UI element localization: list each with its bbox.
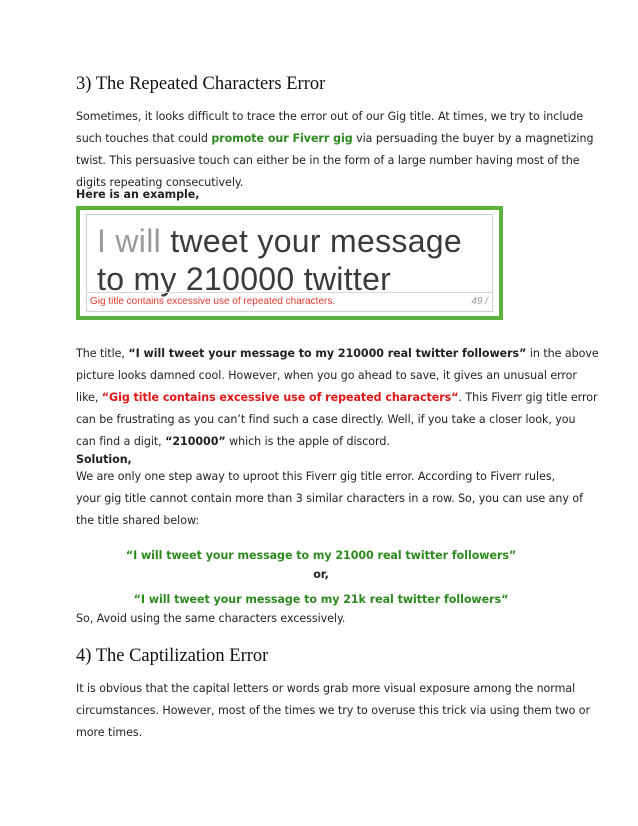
text-line — [76, 387, 598, 409]
section-3-solution — [76, 466, 583, 532]
text-run: such touches that could — [76, 132, 212, 145]
example-char-count: 49 / — [471, 296, 488, 307]
title-option-2: “I will tweet your message to my 21k real twitter followers“ — [133, 593, 509, 606]
closing-text: So, Avoid using the same characters excessively. — [76, 612, 346, 625]
example-title-line-2: to my 210000 twitter — [97, 261, 392, 297]
text-run: The title, — [76, 347, 129, 360]
text-line: more times. — [76, 726, 143, 739]
text-line: your gig title cannot contain more than 3 similar characters in a row. So, you can use any of — [76, 492, 583, 505]
example-label-text: Here is an example, — [76, 188, 200, 201]
text-line: circumstances. However, most of the times we try to overuse this trick via using them two or — [76, 704, 591, 717]
text-line: digits repeating consecutively. — [76, 176, 244, 189]
example-dim-text: I will — [97, 223, 162, 259]
example-title-box — [86, 214, 493, 312]
section-3-intro — [76, 106, 594, 194]
text-run: which is the apple of discord. — [225, 435, 390, 448]
text-run: via persuading the buyer by a magnetizing — [352, 132, 594, 145]
text-line: It is obvious that the capital letters or words grab more visual exposure among the normal — [76, 682, 576, 695]
text-line — [76, 431, 566, 453]
text-line: picture looks damned cool. However, when you go ahead to save, it gives an unusual error — [76, 369, 577, 382]
example-screenshot — [76, 206, 503, 320]
example-label — [76, 187, 566, 203]
example-text: tweet your message — [161, 223, 462, 259]
or-separator — [76, 567, 566, 583]
section-4-intro — [76, 678, 591, 744]
section-3-heading: 3) The Repeated Characters Error — [76, 74, 326, 94]
text-line: can be frustrating as you can’t find such a case directly. Well, if you take a closer look, you — [76, 413, 576, 426]
text-line: Sometimes, it looks difficult to trace the error out of our Gig title. At times, we try to include — [76, 110, 584, 123]
solution-label-text: Solution, — [76, 453, 132, 466]
text-run: like, — [76, 391, 102, 404]
text-line — [76, 343, 599, 365]
text-run: . This Fiverr gig title error — [458, 391, 598, 404]
or-text: or, — [313, 568, 329, 581]
section-3-explanation — [76, 343, 599, 453]
text-run: can find a digit, — [76, 435, 166, 448]
text-line — [76, 128, 594, 150]
quoted-title: “I will tweet your message to my 210000 real twitter followers” — [128, 347, 527, 360]
text-line: twist. This persuasive touch can either be in the form of a large number having most of the — [76, 154, 580, 167]
section-4-heading: 4) The Captilization Error — [76, 646, 269, 666]
title-options — [76, 545, 566, 567]
example-title-line-1 — [97, 223, 462, 259]
text-line: the title shared below: — [76, 514, 200, 527]
promote-gig-link[interactable]: promote our Fiverr gig — [211, 132, 353, 145]
error-quote: “Gig title contains excessive use of repeated characters“ — [101, 391, 459, 404]
digit-quote: “210000” — [165, 435, 226, 448]
text-run: in the above — [526, 347, 599, 360]
title-option-1: “I will tweet your message to my 21000 real twitter followers” — [125, 549, 517, 562]
text-line: We are only one step away to uproot this Fiverr gig title error. According to Fiverr rules, — [76, 470, 556, 483]
closing-line — [76, 608, 566, 630]
example-error-message: Gig title contains excessive use of repeated characters. — [87, 292, 492, 311]
